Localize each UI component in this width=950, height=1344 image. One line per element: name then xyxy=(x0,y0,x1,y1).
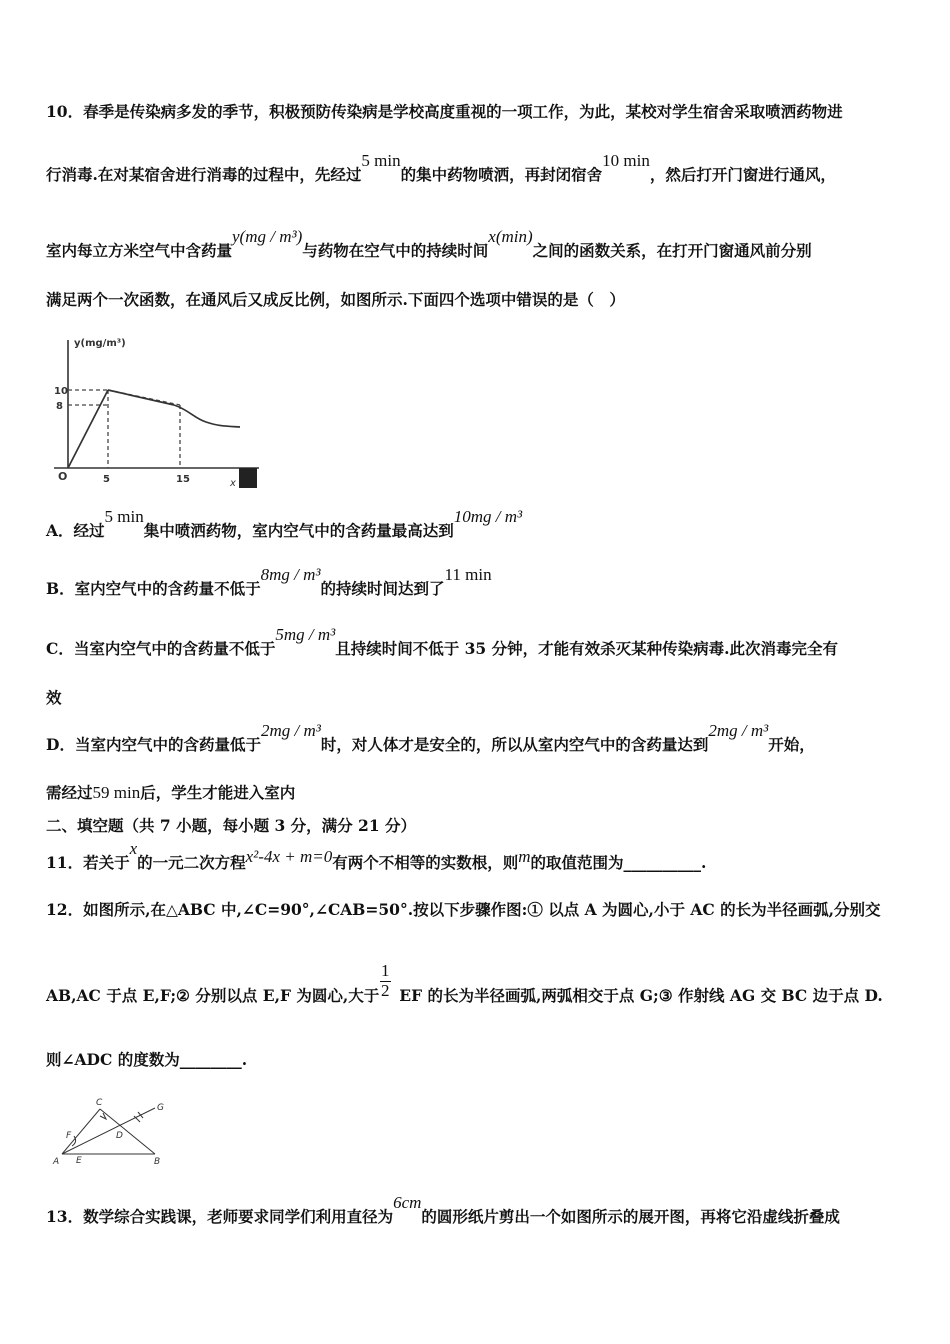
q10-option-c-cont: 效 xyxy=(46,688,62,707)
q13-math: 6cm xyxy=(393,1193,422,1212)
q10-graph-inverse xyxy=(174,405,240,427)
q10-line2-text-a: 行消毒.在对某宿舍进行消毒的过程中，先经过 xyxy=(46,165,362,184)
q10-optD-cont-text-a: 需经过 xyxy=(46,783,93,802)
q13-text-b: 的圆形纸片剪出一个如图所示的展开图，再将它沿虚线折叠成 xyxy=(421,1207,840,1226)
q10-optD-math1: 2mg / m³ xyxy=(260,721,321,740)
q10-line2-text-c: ，然后打开门窗进行通风， xyxy=(649,165,836,184)
q10-optD-cont-math: 59 min xyxy=(92,783,141,802)
q10-optB-math1: 8mg / m³ xyxy=(260,565,321,584)
q10-optB-math2: 11 min xyxy=(444,565,492,584)
q11-answer-blank[interactable]: __________ xyxy=(623,853,702,872)
q10-line1: 10．春季是传染病多发的季节，积极预防传染病是学校高度重视的一项工作，为此，某校对学生宿舍采取喷洒药物进 xyxy=(46,102,843,121)
q10-graph-axes xyxy=(54,340,259,468)
q12-line2 xyxy=(46,988,910,1004)
q12-fraction-numerator: 1 xyxy=(381,961,390,980)
q10-optB-text-a: B．室内空气中的含药量不低于 xyxy=(46,579,261,598)
q11-math-equation: x²-4x + m=0 xyxy=(245,847,333,866)
q10-optA-math1: 5 min xyxy=(104,507,144,526)
q10-line2-math2: 10 min xyxy=(602,151,650,170)
q12-label-e: E xyxy=(76,1156,82,1166)
q10-optA-math2: 10mg / m³ xyxy=(453,507,523,526)
q10-graph-xtick-15: 15 xyxy=(176,474,190,485)
q10-line3-text-b: 与药物在空气中的持续时间 xyxy=(302,241,489,260)
q10-option-d-cont xyxy=(46,784,910,801)
q10-optD-math2: 2mg / m³ xyxy=(708,721,769,740)
q12-fraction-denominator: 2 xyxy=(381,980,390,1000)
q12-line3 xyxy=(46,1052,910,1068)
q10-line2-text-b: 的集中药物喷洒，再封闭宿舍 xyxy=(400,165,603,184)
q12-arc-marks xyxy=(134,1112,143,1122)
q12-end: . xyxy=(241,1050,248,1069)
q12-label-c: C xyxy=(96,1098,103,1108)
q10-optB-text-b: 的持续时间达到了 xyxy=(320,579,445,598)
q12-label-a: A xyxy=(53,1157,60,1167)
q11-end: . xyxy=(701,853,707,872)
q12-line1: 12．如图所示,在△ABC 中,∠C=90°,∠CAB=50°.按以下步骤作图:① 以点 A 为圆心,小于 AC 的长为半径画弧,分别交 xyxy=(46,900,881,919)
q12-answer-blank[interactable]: ________ xyxy=(179,1050,242,1069)
q10-graph xyxy=(44,330,269,495)
q11-math-m: m xyxy=(518,847,531,866)
q10-graph-ytick-10: 10 xyxy=(54,386,68,397)
q10-graph-xlabel: x xyxy=(230,478,236,489)
q10-line3-math2: x(min) xyxy=(488,227,533,246)
q10-optC-text-a: C．当室内空气中的含药量不低于 xyxy=(46,639,276,658)
q13-text-a: 13．数学综合实践课，老师要求同学们利用直径为 xyxy=(46,1207,394,1226)
q11-text-d: 的取值范围为 xyxy=(530,853,624,872)
q10-graph-xtick-5: 5 xyxy=(103,474,110,485)
q10-graph-origin: O xyxy=(58,470,68,483)
q10-line2-math1: 5 min xyxy=(361,151,401,170)
q10-option-c xyxy=(46,625,910,658)
q11-text-c: 有两个不相等的实数根，则 xyxy=(332,853,519,872)
q10-graph-rise xyxy=(68,390,108,468)
q12-label-b: B xyxy=(154,1157,161,1167)
q10-optD-text-c: 开始， xyxy=(768,735,815,754)
q10-line4: 满足两个一次函数，在通风后又成反比例，如图所示.下面四个选项中错误的是（ ） xyxy=(46,290,625,309)
q12-label-g: G xyxy=(157,1103,164,1113)
q12-line2-text-b: EF 的长为半径画弧,两弧相交于点 G;③ 作射线 AG 交 BC 边于点 D. xyxy=(399,986,883,1005)
q13-line1 xyxy=(46,1193,910,1226)
q10-graph-decline xyxy=(108,390,174,405)
q10-line3-text-c: 之间的函数关系，在打开门窗通风前分别 xyxy=(532,241,812,260)
q10-line3-math1: y(mg / m³) xyxy=(232,227,303,246)
q10-graph-ytick-8: 8 xyxy=(56,401,63,412)
q12-label-f: F xyxy=(66,1131,72,1141)
q11-text-b: 的一元二次方程 xyxy=(137,853,246,872)
q11 xyxy=(46,839,910,872)
q10-option-a xyxy=(46,507,910,540)
q10-optA-text-b: 集中喷洒药物，室内空气中的含药量最高达到 xyxy=(143,521,454,540)
q10-optD-text-a: D．当室内空气中的含药量低于 xyxy=(46,735,261,754)
q12-line3-text: 则∠ADC 的度数为 xyxy=(46,1050,180,1069)
q10-graph-smudge xyxy=(239,468,257,488)
q10-line2 xyxy=(46,151,910,184)
q12-label-d: D xyxy=(116,1131,123,1141)
q10-graph-ylabel: y(mg/m³) xyxy=(74,338,126,349)
q10-optD-cont-text-b: 后，学生才能进入室内 xyxy=(140,783,296,802)
q10-line3 xyxy=(46,227,910,260)
q10-option-b xyxy=(46,565,910,598)
q12-line2-text-a: AB,AC 于点 E,F;② 分别以点 E,F 为圆心,大于 xyxy=(46,986,380,1005)
q12-figure xyxy=(50,1092,180,1172)
q12-right-angle xyxy=(100,1113,106,1119)
q10-line3-text-a: 室内每立方米空气中含药量 xyxy=(46,241,233,260)
section-2-heading: 二、填空题（共 7 小题，每小题 3 分，满分 21 分） xyxy=(46,816,417,835)
q10-option-d xyxy=(46,721,910,754)
q10-optA-text-a: A．经过 xyxy=(46,521,105,540)
q11-text-a: 11．若关于 xyxy=(46,853,130,872)
q10-optD-text-b: 时，对人体才是安全的，所以从室内空气中的含药量达到 xyxy=(320,735,709,754)
q10-optC-math1: 5mg / m³ xyxy=(275,625,336,644)
q10-optC-text-b: 且持续时间不低于 35 分钟，才能有效杀灭某种传染病毒.此次消毒完全有 xyxy=(335,639,838,658)
q11-math-x: x xyxy=(129,839,138,858)
q10-graph-curve xyxy=(68,390,240,468)
